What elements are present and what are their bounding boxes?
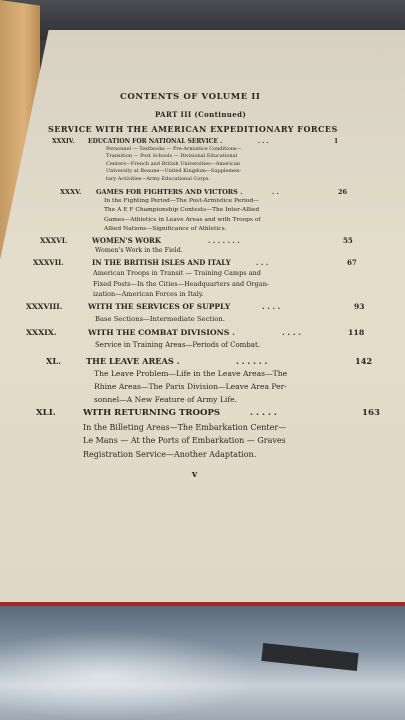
chapter-description-line: University at Beaune—United Kingdom—Supplemen- bbox=[106, 168, 242, 175]
chapter-page-number: 93 bbox=[354, 302, 365, 311]
chapter-description-line: ization—American Forces in Italy. bbox=[93, 290, 204, 299]
chapter-description-line: Le Mans — At the Ports of Embarkation — Graves bbox=[83, 436, 286, 445]
chapter-description-line: Registration Service—Another Adaptation. bbox=[83, 449, 257, 459]
chapter-description-line: sonnel—A New Feature of Army Life. bbox=[94, 395, 238, 404]
chapter-description-line: Fixed Posts—In the Cities—Headquarters and Organ- bbox=[93, 279, 270, 288]
leader-dots: . . . bbox=[258, 138, 269, 145]
chapter-description-line: Personnel — Textbooks — Pre-Armistice Conditions— bbox=[106, 145, 242, 152]
chapter-number: XXXVI. bbox=[40, 236, 68, 245]
chapter-title: WITH THE SERVICES OF SUPPLY bbox=[88, 302, 231, 311]
chapter-number: XLI. bbox=[36, 408, 56, 418]
chapter-description-line: tary Activities—Army Educational Corps. bbox=[106, 176, 210, 182]
chapter-page-number: 118 bbox=[348, 328, 365, 337]
chapter-number: XXXIV. bbox=[52, 138, 75, 145]
chapter-page-number: 1 bbox=[334, 138, 339, 145]
chapter-page-number: 55 bbox=[343, 236, 353, 245]
chapter-description-line: Allied Nations—Significance of Athletics. bbox=[104, 225, 227, 232]
chapter-title: IN THE BRITISH ISLES AND ITALY bbox=[92, 258, 231, 267]
chapter-number: XL. bbox=[46, 356, 61, 366]
leader-dots: . . . . . . bbox=[236, 356, 268, 366]
chapter-number: XXXIX. bbox=[26, 328, 57, 337]
chapter-description-line: Service in Training Areas—Periods of Combat. bbox=[95, 340, 261, 349]
chapter-page-number: 163 bbox=[362, 408, 380, 418]
leader-dots: . . . . bbox=[282, 328, 302, 337]
contents-title: CONTENTS OF VOLUME II bbox=[120, 92, 261, 102]
chapter-description-line: American Troops in Transit — Training Camps and bbox=[93, 268, 261, 277]
chapter-title: WITH RETURNING TROOPS bbox=[83, 408, 221, 418]
chapter-description-line: Games—Athletics in Leave Areas and with Troops of bbox=[104, 216, 261, 223]
chapter-description-line: In the Billeting Areas—The Embarkation Center— bbox=[83, 422, 287, 432]
chapter-title: EDUCATION FOR NATIONAL SERVICE . bbox=[88, 138, 223, 145]
chapter-title: WITH THE COMBAT DIVISIONS . bbox=[88, 328, 235, 337]
chapter-page-number: 26 bbox=[338, 188, 348, 196]
chapter-description-line: Base Sections—Intermediate Section. bbox=[95, 314, 225, 323]
chapter-description-line: The A E F Championship Contests—The Inter-Allied bbox=[104, 207, 260, 214]
leader-dots: . . . . . . . bbox=[208, 236, 240, 245]
part-heading: PART III (Continued) bbox=[155, 110, 247, 119]
chapter-title: THE LEAVE AREAS . bbox=[86, 356, 180, 366]
chapter-description-line: Centers—French and British Universities—American bbox=[106, 160, 241, 167]
leader-dots: . . . bbox=[256, 258, 269, 267]
chapter-description-line: Transition — Post Schools — Divisional Educational bbox=[106, 153, 238, 160]
chapter-page-number: 142 bbox=[355, 356, 373, 366]
chapter-description-line: In the Fighting Period—The Post-Armistice Period— bbox=[104, 198, 260, 205]
chapter-description-line: Women's Work in the Field. bbox=[95, 246, 183, 254]
chapter-number: XXXVII. bbox=[33, 258, 64, 267]
chapter-page-number: 67 bbox=[347, 258, 357, 267]
chapter-number: XXXVIII. bbox=[26, 302, 63, 311]
leader-dots: . . bbox=[272, 188, 279, 196]
leader-dots: . . . . . bbox=[250, 408, 277, 418]
leader-dots: . . . . bbox=[262, 302, 281, 311]
page-folio: v bbox=[192, 470, 198, 480]
chapter-title: WOMEN'S WORK bbox=[92, 236, 161, 245]
chapter-description-line: The Leave Problem—Life in the Leave Areas—The bbox=[94, 369, 288, 378]
chapter-description-line: Rhine Areas—The Paris Division—Leave Area Per- bbox=[94, 382, 287, 391]
chapter-title: GAMES FOR FIGHTERS AND VICTORS . bbox=[96, 188, 243, 196]
section-heading: SERVICE WITH THE AMERICAN EXPEDITIONARY FORCES bbox=[48, 124, 338, 134]
chapter-number: XXXV. bbox=[60, 188, 82, 196]
